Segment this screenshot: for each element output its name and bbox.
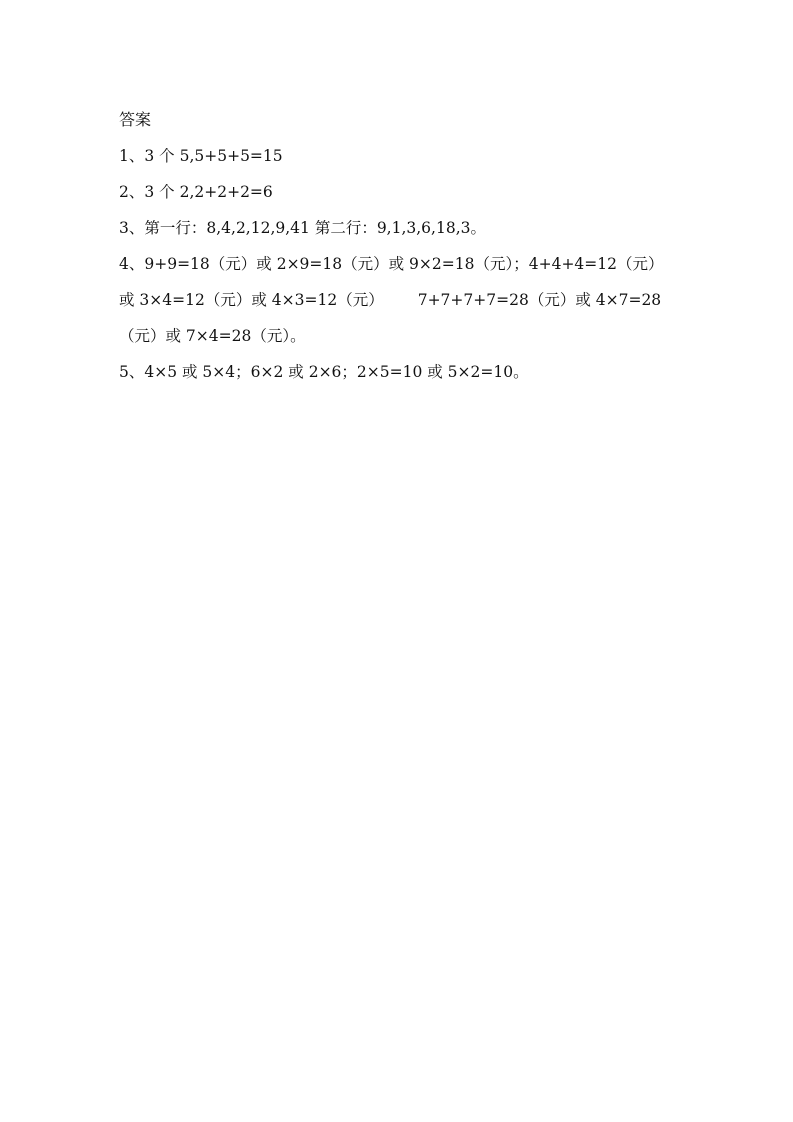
answer-3: 3、第一行：8,4,2,12,9,41 第二行：9,1,3,6,18,3。: [119, 219, 486, 237]
answer-4-line-1: 4、9+9=18（元）或 2×9=18（元）或 9×2=18（元）；4+4+4=12（元）: [119, 255, 664, 273]
answer-4-line-2: [119, 282, 679, 318]
answer-title: 答案: [119, 110, 152, 129]
answer-section: [119, 102, 679, 390]
answer-1: 1、3 个 5,5+5+5=15: [119, 147, 283, 165]
answer-4-line-3: （元）或 7×4=28（元）。: [119, 327, 306, 345]
answer-4-line-2-part-b: 7+7+7+7=28（元）或 4×7=28: [417, 291, 662, 309]
answer-5: 5、4×5 或 5×4；6×2 或 2×6；2×5=10 或 5×2=10。: [119, 363, 529, 381]
answer-4-line-2-part-a: 或 3×4=12（元）或 4×3=12（元）: [119, 291, 384, 309]
answer-2: 2、3 个 2,2+2+2=6: [119, 183, 273, 201]
